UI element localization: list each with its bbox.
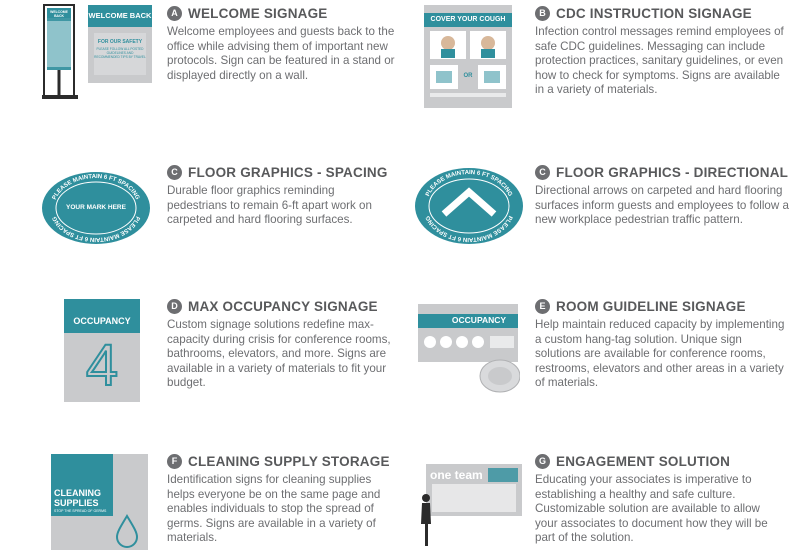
item-badge: F — [167, 454, 182, 469]
cleaning-header-line1: CLEANING — [54, 488, 101, 498]
item-description: Help maintain reduced capacity by implementing a custom hang-tag solution. Unique sign solutions are available for conference rooms, restrooms, elevators and other areas in a variety of materials. — [535, 318, 785, 390]
item-title: FLOOR GRAPHICS - SPACING — [188, 164, 388, 180]
max-occupancy-block — [167, 297, 399, 391]
engagement-image — [416, 462, 524, 550]
floor-directional-block — [535, 163, 800, 228]
item-badge: E — [535, 299, 550, 314]
your-mark-here-text: YOUR MARK HERE — [66, 204, 126, 211]
ring-text-top: PLEASE MAINTAIN 6 FT SPACING — [425, 169, 513, 198]
room-guideline-block — [535, 297, 785, 391]
item-title: ENGAGEMENT SOLUTION — [556, 453, 731, 469]
item-title: CLEANING SUPPLY STORAGE — [188, 453, 390, 469]
floor-spacing-block — [167, 163, 397, 228]
engagement-block — [535, 452, 785, 546]
item-badge: G — [535, 454, 550, 469]
item-badge: A — [167, 6, 182, 21]
cleaning-header-line2: SUPPLIES — [54, 498, 99, 508]
floor-directional-image — [414, 166, 524, 246]
floor-spacing-image — [40, 170, 152, 246]
item-badge: C — [167, 165, 182, 180]
cleaning-supply-block — [167, 452, 399, 546]
cdc-signage-image — [424, 5, 512, 108]
item-title: FLOOR GRAPHICS - DIRECTIONAL — [556, 164, 789, 180]
welcome-signage-image — [36, 3, 162, 103]
item-description: Welcome employees and guests back to the office while advising them of important new protocols. Sign can be featured in a stand or displayed directly on a wall. — [167, 25, 395, 82]
item-badge: C — [535, 165, 550, 180]
item-description: Durable floor graphics reminding pedestrians to remain 6-ft apart work on carpeted and hard flooring surfaces. — [167, 184, 372, 227]
svg-text:PLEASE MAINTAIN 6 FT SPACING — [425, 214, 513, 242]
item-description: Infection control messages remind employees of safe CDC guidelines. Messaging can include protection practices, sanitary guidelines, or even how to check for symptoms. Signs are available in a variety of materials. — [535, 25, 784, 97]
or-text: OR — [463, 73, 473, 79]
item-title: CDC INSTRUCTION SIGNAGE — [556, 5, 752, 21]
ring-text-graphic — [414, 166, 524, 246]
item-description: Identification signs for cleaning supplies helps everyone be on the same page and enables individuals to stop the spread of germs. Signs are available in a variety of materials. — [167, 473, 381, 545]
item-badge: D — [167, 299, 182, 314]
item-title: MAX OCCUPANCY SIGNAGE — [188, 298, 378, 314]
cleaning-supply-image — [51, 454, 148, 550]
item-title: ROOM GUIDELINE SIGNAGE — [556, 298, 746, 314]
stand-header-text: WELCOME BACK — [50, 10, 68, 18]
ring-text-bottom: PLEASE MAINTAIN 6 FT SPACING — [51, 215, 141, 243]
water-drop-icon — [51, 454, 148, 550]
for-our-safety-text: FOR OUR SAFETY — [97, 39, 143, 45]
occupancy-header: OCCUPANCY — [451, 315, 507, 325]
cover-your-cough-header: COVER YOUR COUGH — [424, 13, 512, 27]
item-description: Directional arrows on carpeted and hard flooring surfaces inform guests and employees to follow a new workplace pedestrian traffic pattern. — [535, 184, 789, 227]
welcome-back-header: WELCOME BACK — [88, 11, 152, 20]
cleaning-subtext: STOP THE SPREAD OF GERMS — [54, 509, 107, 513]
occupancy-number: 4 — [85, 333, 119, 398]
ring-text-top: PLEASE MAINTAIN 6 FT SPACING — [51, 173, 141, 201]
person-silhouette-icon — [416, 462, 524, 550]
max-occupancy-image — [64, 299, 140, 402]
cough-illustration-icon — [424, 5, 512, 108]
occupancy-header: OCCUPANCY — [73, 316, 131, 326]
cdc-signage-block — [535, 4, 785, 98]
room-guideline-image — [418, 304, 520, 396]
panel-guidelines-text: PLEASE FOLLOW ALL POSTED GUIDELINES AND RECOMMENDED TIPS BY TRAVEL — [94, 47, 146, 59]
one-team-header: one team — [430, 468, 483, 482]
svg-text:PLEASE MAINTAIN 6 FT SPACING — [52, 215, 140, 242]
item-badge: B — [535, 6, 550, 21]
hang-tag-icon — [418, 304, 520, 396]
svg-text:PLEASE MAINTAIN 6 FT SPACING — [52, 174, 140, 201]
svg-text:PLEASE MAINTAIN 6 FT SPACING — [425, 170, 513, 198]
item-title: WELCOME SIGNAGE — [188, 5, 328, 21]
item-description: Educating your associates is imperative to establishing a healthy and safe culture. Customizable solution are available to allow your associates to document how they will be part of the solution. — [535, 473, 768, 545]
item-description: Custom signage solutions redefine max-capacity during crisis for conference rooms, bathrooms, elevators, and more. Signs are available in a variety of materials to fit your budget. — [167, 318, 391, 390]
welcome-signage-block — [167, 4, 397, 83]
ring-text-bottom: PLEASE MAINTAIN 6 FT SPACING — [425, 214, 513, 243]
